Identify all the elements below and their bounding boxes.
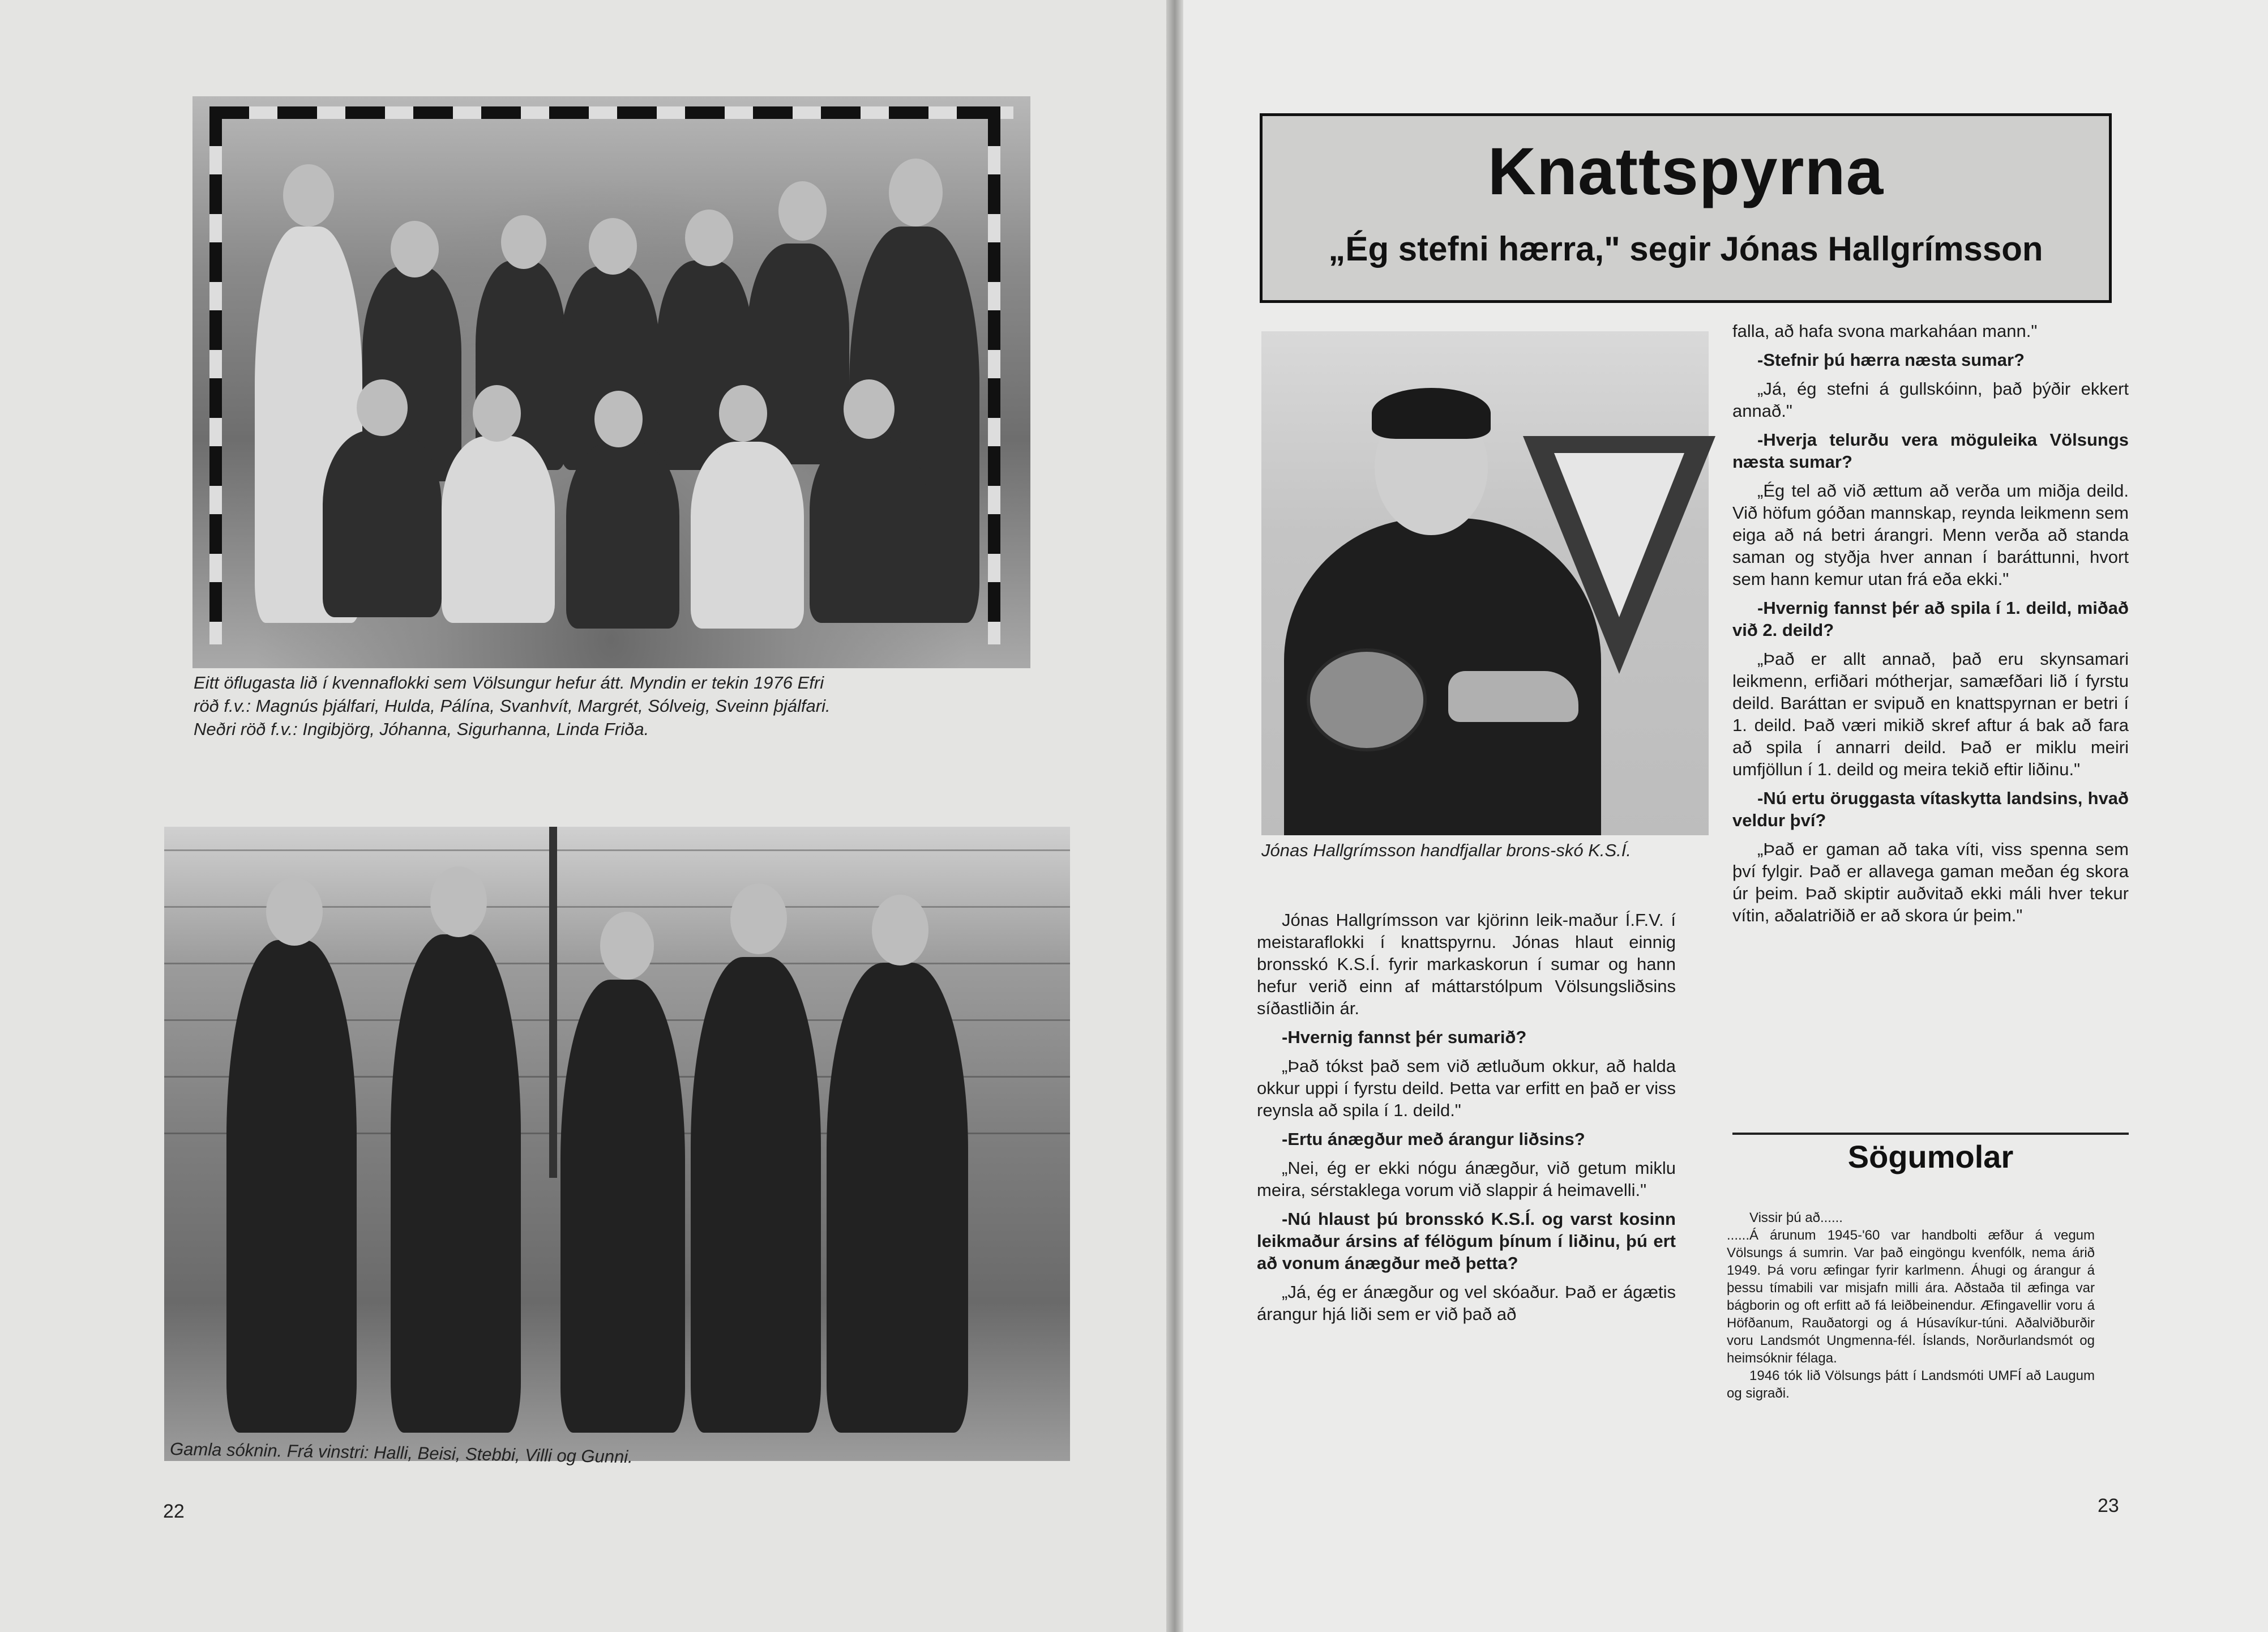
person-head xyxy=(391,221,439,277)
person xyxy=(442,436,555,623)
article-title: Knattspyrna xyxy=(1487,134,1884,209)
person xyxy=(566,442,679,629)
article-paragraph: „Það tókst það sem við ætluðum okkur, að halda okkur uppi í fyrstu deild. Þetta var erfitt en það er viss reynsla að spila í 1. deild." xyxy=(1257,1056,1676,1120)
person-head xyxy=(473,385,521,442)
person-head xyxy=(889,159,943,227)
bronze-shoe xyxy=(1448,671,1578,722)
player-head xyxy=(730,883,787,954)
net-line xyxy=(164,849,1070,851)
player-head xyxy=(266,878,323,946)
sogumolar-rule xyxy=(1732,1133,2129,1135)
sogumolar-paragraph: 1946 tók lið Völsungs þátt í Landsmóti UMFÍ að Laugum og sigraði. xyxy=(1727,1368,2095,1401)
article-paragraph: Jónas Hallgrímsson var kjörinn leik-maður Í.F.V. í meistaraflokki í knattspyrnu. Jónas hlaut einnig bronsskó K.S.Í. fyrir markaskorun í sumar og hann hefur verið einn af máttarstólpum Völsungsliðsins síðastliðin ár. xyxy=(1257,910,1676,1018)
interview-question: -Nú hlaust þú bronsskó K.S.Í. og varst kosinn leikmaður ársins af félögum þínum í liðinu, þú ert að vonum ánægður með þetta? xyxy=(1257,1209,1676,1273)
page-number-left: 22 xyxy=(163,1501,185,1522)
player xyxy=(560,980,685,1433)
page-number-right: 23 xyxy=(2098,1495,2119,1516)
book-gutter xyxy=(1166,0,1183,1632)
interview-question: -Hverja telurðu vera möguleika Völsungs næsta sumar? xyxy=(1732,430,2129,472)
sogumolar-paragraph: ......Á árunum 1945-'60 var handbolti æfður á vegum Völsungs á sumrin. Var það eingöngu kvenfólk, nema árið 1949. Þá voru æfingar fyrir karlmenn. Áhugi og árangur á þessu tímabili var misjafn milli ára. Aðstaða til æfinga var bágborin og oft erfitt að fá leiðbeinendur. Æfingavellir voru á Höfðanum, Rauðatorgi og á Húsavíkur-túni. Aðalviðburðir voru Landsmót Ungmenna-fél. Íslands, Norðurlandsmót og heimsóknir félaga. xyxy=(1727,1228,2095,1366)
sogumolar-paragraph: Vissir þú að...... xyxy=(1749,1210,1843,1225)
player xyxy=(226,940,357,1433)
sogumolar-title: Sögumolar xyxy=(1847,1139,2014,1174)
player xyxy=(691,957,821,1433)
article-subtitle: „Ég stefni hærra," segir Jónas Hallgrímsson xyxy=(1328,230,2043,268)
caption-line: Neðri röð f.v.: Ingibjörg, Jóhanna, Sigurhanna, Linda Friða. xyxy=(194,719,649,739)
article-paragraph: „Nei, ég er ekki nógu ánægður, við getum miklu meira, sérstaklega vorum við slappir á heimavelli." xyxy=(1257,1158,1676,1200)
article-column-1 xyxy=(1257,909,1676,1332)
interview-question: -Hvernig fannst þér sumarið? xyxy=(1282,1027,1527,1047)
person xyxy=(323,430,442,617)
article-title-box xyxy=(1260,113,2112,303)
goal-left-post xyxy=(209,106,222,644)
goal-right-post xyxy=(988,106,1000,644)
old-forwards-caption: Gamla sóknin. Frá vinstri: Halli, Beisi, Stebbi, Villi og Gunni. xyxy=(169,1439,634,1467)
person xyxy=(747,243,849,464)
person xyxy=(810,436,928,623)
womens-team-photo xyxy=(192,96,1030,668)
person-head xyxy=(501,215,546,269)
interview-question: -Hvernig fannst þér að spila í 1. deild, miðað við 2. deild? xyxy=(1732,598,2129,640)
article-paragraph: „Já, ég stefni á gullskóinn, það þýðir ekkert annað." xyxy=(1732,379,2129,421)
article-column-2 xyxy=(1732,320,2129,933)
goal-crossbar xyxy=(209,106,1013,119)
jonas-photo-caption: Jónas Hallgrímsson handfjallar brons-skó K.S.Í. xyxy=(1261,840,1632,860)
person-head xyxy=(283,164,334,227)
player-head xyxy=(600,912,654,980)
person-hair xyxy=(1372,388,1491,439)
womens-team-caption xyxy=(194,671,1032,741)
person-head xyxy=(594,391,643,447)
player-head xyxy=(430,866,487,937)
article-paragraph: „Það er allt annað, það eru skynsamari leikmenn, erfiðari mótherjar, samæfðari lið í fyrstu deild. Baráttan er svipuð en knattspyrnan er betri í 1. deild. Það væri mikið skref aftur á bak að fara að spila í annarri deild. Það er miklu meiri umfjöllun í 1. deild og meira tekið eftir liðinu." xyxy=(1732,649,2129,779)
goal-post xyxy=(549,827,557,1178)
player xyxy=(391,934,521,1433)
caption-line: röð f.v.: Magnús þjálfari, Hulda, Pálína, Svanhvít, Margrét, Sólveig, Sveinn þjálfari. xyxy=(194,696,831,716)
person-head xyxy=(357,379,408,436)
person-head xyxy=(685,210,733,266)
article-paragraph: falla, að hafa svona markaháan mann." xyxy=(1732,321,2038,341)
person-head xyxy=(719,385,767,442)
article-paragraph: „Já, ég er ánægður og vel skóaður. Það er ágætis árangur hjá liði sem er við það að xyxy=(1257,1282,1676,1324)
interview-question: -Stefnir þú hærra næsta sumar? xyxy=(1757,350,2025,370)
person-head xyxy=(589,218,637,275)
person-head xyxy=(844,379,895,439)
article-paragraph: „Ég tel að við ættum að verða um miðja deild. Við höfum góðan mannskap, reynda leikmenn sem eiga að ná betri árangri. Menn verða að standa saman og styðja hver annan í baráttunni, hvort sem hann kemur utan frá eða ekki." xyxy=(1732,481,2129,589)
club-pennant-inner xyxy=(1554,453,1684,617)
sogumolar-text xyxy=(1727,1209,2095,1402)
player-head xyxy=(872,895,928,965)
person xyxy=(691,442,804,629)
interview-question: -Ertu ánægður með árangur liðsins? xyxy=(1282,1129,1585,1149)
trophy-plate xyxy=(1307,648,1427,751)
article-paragraph: „Það er gaman að taka víti, viss spenna sem því fylgir. Það er allavega gaman meðan ég skora úr þeim. Það skiptir auðvitað ekki máli hver tekur vítin, aðalatriðið er að skora úr þeim." xyxy=(1732,839,2129,925)
old-forwards-photo xyxy=(164,827,1070,1461)
person-head xyxy=(778,181,827,241)
interview-question: -Nú ertu öruggasta vítaskytta landsins, hvað veldur því? xyxy=(1732,788,2129,830)
player xyxy=(827,963,968,1433)
caption-line: Eitt öflugasta lið í kvennaflokki sem Völsungur hefur átt. Myndin er tekin 1976 Efri xyxy=(194,673,824,693)
